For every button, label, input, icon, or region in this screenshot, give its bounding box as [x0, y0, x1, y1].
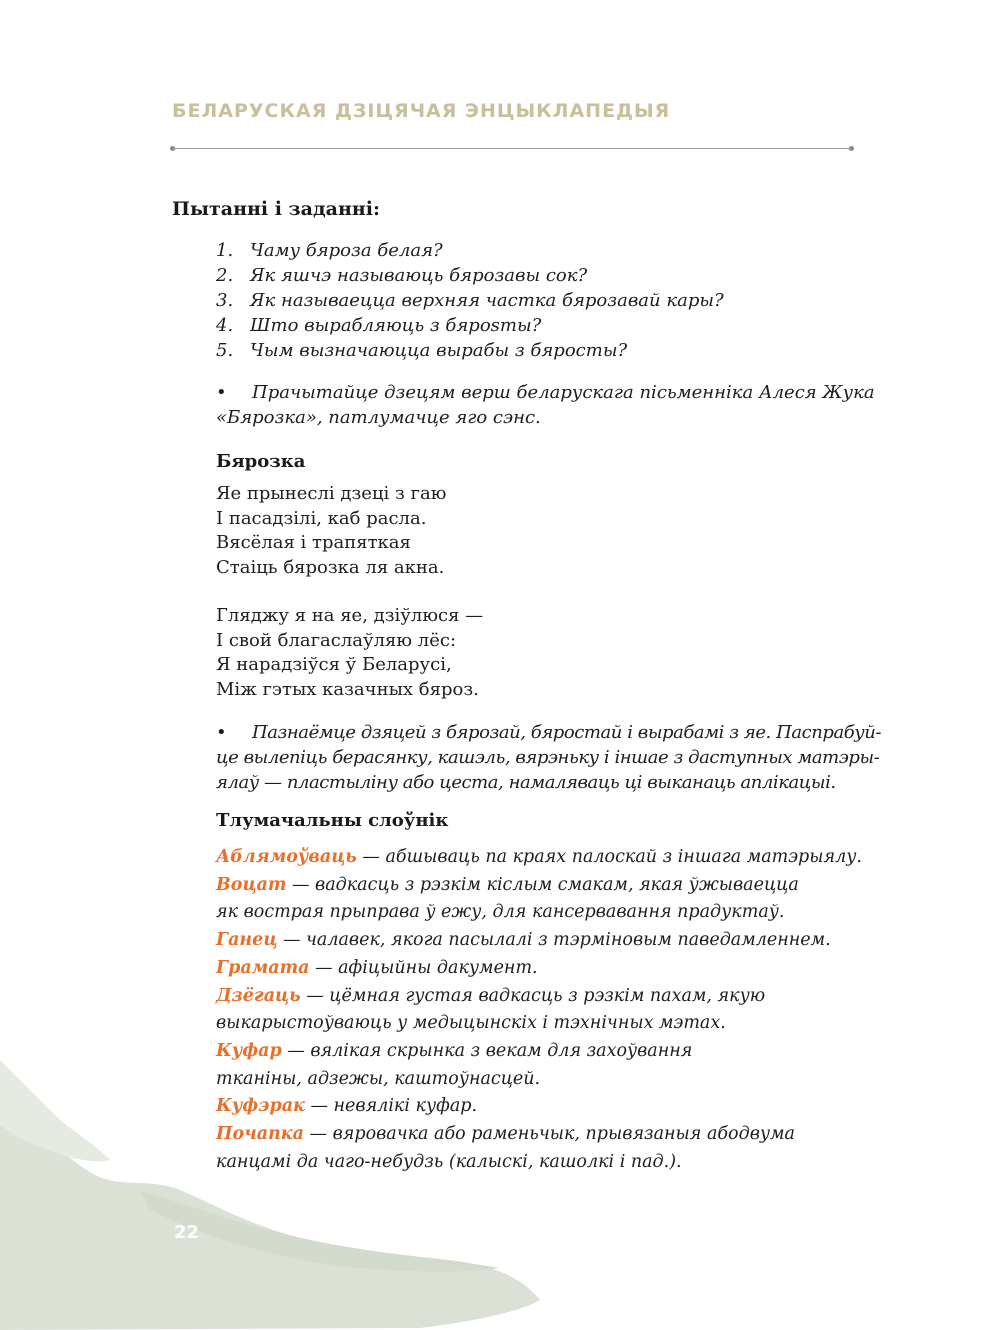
page-number: 22 [174, 1222, 200, 1243]
poem-title: Бярозка [216, 451, 306, 472]
question-item: 4. Што вырабляюць з бярosты? [216, 315, 542, 336]
glossary-term: Аблямоўваць [216, 847, 357, 867]
poem-line: Гляджу я на яе, дзіўлюся — [216, 605, 484, 626]
brush-stroke-decoration [0, 1060, 560, 1330]
glossary-term: Куфэрак [216, 1096, 305, 1117]
glossary-term: Куфар [216, 1040, 282, 1061]
glossary-term: Ганец [216, 930, 278, 951]
glossary-entry: Грамата — афіцыйны дакумент. [216, 957, 538, 978]
glossary-term: Почапка [216, 1124, 304, 1145]
question-item: 5. Чым вызначаюцца вырабы з бяросты? [216, 340, 628, 361]
glossary-continuation: канцамі да чаго-небудзь (калыскі, кашолкі і пад.). [216, 1151, 682, 1172]
poem-line: Стаіць бярозка ля акна. [216, 556, 445, 578]
glossary-continuation: як вострая прыправа ў ежу, для кансервавання прадуктаў. [216, 902, 785, 923]
glossary-entry: Куфэрак — невялікі куфар. [216, 1096, 478, 1117]
glossary-entry: Почапка — вяровачка або раменьчык, прывязаныя абодвума [216, 1124, 795, 1145]
poem-line: І пасадзілі, каб расла. [216, 507, 427, 529]
glossary-continuation: тканіны, адзежы, каштоўнасцей. [216, 1068, 541, 1089]
task-birch-crafts: • Пазнаёмце дзяцей з бярозай, бяростай і вырабамі з яе. Паспрабуй- це вылепіць берасянку, кашэль, вярэньку і іншае з даступных матэры- ялаў — пластыліну або цеста, намаляваць ці выканаць аплікацыі. [216, 722, 882, 793]
question-item: 2. Як яшчэ называюць бярозавы сок? [216, 265, 588, 286]
questions-heading: Пытанні і заданні: [172, 198, 381, 220]
poem-stanza-2 [216, 604, 483, 702]
bullet: • [216, 382, 227, 403]
poem-line: І свой благаслаўляю лёс: [216, 629, 457, 651]
glossary-entry: Куфар — вялікая скрынка з векам для захоўвання [216, 1040, 693, 1061]
poem-line: Я нарадзіўся ў Беларусі, [216, 654, 452, 675]
glossary-entry: Аблямоўваць — абшываць па краях палоскай з іншага матэрыялу. [216, 847, 862, 867]
glossary-entry: Ганец — чалавек, якога пасылалі з тэрміновым паведамленнем. [216, 930, 831, 951]
bullet: • [216, 722, 227, 743]
glossary-term: Воцат [216, 874, 287, 895]
glossary-term: Грамата [216, 957, 310, 978]
question-item: 1. Чаму бяроза белая? [216, 240, 443, 261]
poem-line: Яе прынеслі дзеці з гаю [216, 483, 447, 504]
header-title: БЕЛАРУСКАЯ ДЗІЦЯЧАЯ ЭНЦЫКЛАПЕДЫЯ [172, 100, 671, 122]
brush-stroke-main [0, 1100, 540, 1330]
questions-list [216, 238, 724, 363]
poem-line: Вясёлая і трапяткая [216, 532, 411, 553]
glossary-entry: Дзёгаць — цёмная густая вадкасць з рэзкім пахам, якую [216, 985, 766, 1006]
glossary-continuation: выкарыстоўваюць у медыцынскіх і тэхнічных мэтах. [216, 1013, 726, 1034]
poem-stanza-1 [216, 482, 446, 580]
task-read-poem: • Прачытайце дзецям верш беларускага пісьменніка Алеся Жука «Бярозка», патлумачце яго сэнс. [216, 382, 875, 428]
header-rule [172, 148, 852, 149]
glossary-entry: Воцат — вадкасць з рэзкім кіслым смакам, якая ўжываецца [216, 874, 799, 895]
poem-line: Між гэтых казачных бяроз. [216, 678, 479, 700]
question-item: 3. Як называецца верхняя частка бярозавай кары? [216, 290, 724, 311]
glossary-term: Дзёгаць [216, 985, 301, 1006]
glossary-heading: Тлумачальны слоўнік [216, 810, 449, 831]
